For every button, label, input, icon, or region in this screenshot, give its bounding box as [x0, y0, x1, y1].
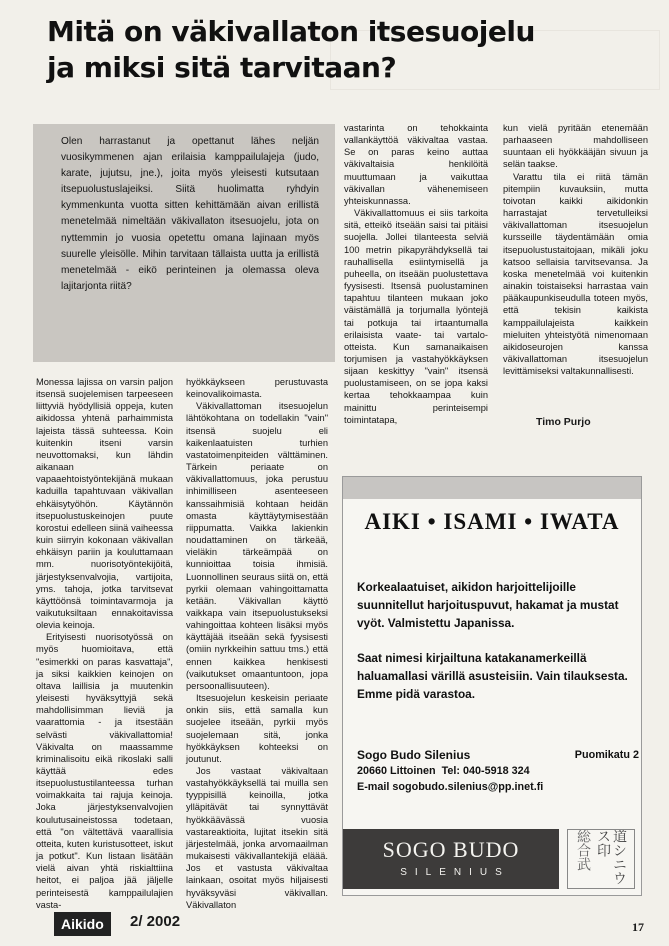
advertisement [342, 476, 642, 896]
ad-contact-info [357, 747, 639, 795]
paragraph: Itsesuojelun keskeisin periaate onkin siis, että samalla kun suojelee itseään, pyrkii myös suojelemaan sitä, jonka hyökkäyksen kohteeksi on joutunut. [186, 693, 328, 764]
ad-company-name: Sogo Budo Silenius [357, 748, 471, 762]
author-name: Timo Purjo [536, 416, 591, 428]
paragraph: kun vielä pyritään etenemään parhaaseen mahdolliseen suuntaan eli hyökkääjän sivuun ja selän taakse. [503, 123, 648, 170]
paragraph: hyökkäykseen perustuvasta keinovalikoimasta. [186, 377, 328, 400]
japanese-seal [567, 829, 635, 889]
text-column-3 [344, 122, 488, 447]
ad-embroidery-text: Saat nimesi kirjailtuna katakanamerkeillä haluamallasi värillä asusteisiin. Vain tilauksesta. Emme pidä varastoa. [357, 651, 628, 701]
text-column-4 [503, 122, 648, 442]
magazine-name: Aikido [54, 912, 111, 936]
paragraph: vastarinta on tehokkainta vallankäyttöä väkivaltaa vastaa. Se on paras keino auttaa väkivaltaisia henkilöitä muuttumaan ja vaikuttaa väkivallan vähenemiseen yhteiskunnassa. [344, 123, 488, 206]
paragraph: Jos vastaat väkivaltaan vastahyökkäyksellä tai muilla sen tyyppisillä keinoilla, jotka ylläpitävät tai synnyttävät hyökkäävässä vuosia vastareaktioita, lujitat itsekin sitä järjestelmää, jonka arvomaailman mukaisesti väkivallantekijä eläää. Jos et vastusta väkivaltaa lainkaan, osoitat myös hiljaisesti hyväksyväsi väkivallan. Väkivallaton [186, 766, 328, 910]
paragraph: Varattu tila ei riitä tämän pitempiin kuvauksiin, mutta toivotan kaikki aikidonkin harrastajat tervetulleiksi väkivallattoman itsesuojelun kursseille täydentämään omia itsepuolustustaitojaan, mikäli joku katsoo sellaisia tarvitsevansa. Ja koska menetelmää voi kuitenkin ainakin toistaiseksi harrastaa vain pääkaupunkiseudulla toteen myös, että tekisin kaikista kamppailulajeista kaikkein mieluiten yhteistyötä nimenomaan aikidoseurojen kanssa väkivallattoman itsesuojelun levittämiseksi valtakunnallisesti. [503, 171, 648, 377]
intro-text: Olen harrastanut ja opettanut lähes neljän vuosikymmenen ajan erilaisia kamppailulajeja (judo, karate, jujutsu, jne.), joita myös yleisesti kutsutaan itsepuolustuslajeiksi. Siitä huolimatta ryhdyin kymmenkunta vuotta sitten kehittämään aivan erillistä menetelmää nimeltään väkivallaton itsesuojelu, jota on nyttemmin jo vuosia opetettu omana lajinaan myös suurelle yleisölle. Mihin tarvitaan tällaista uutta ja erillistä menetelmää - eikö perinteinen ja olemassa oleva lajitarjonta riitä? [61, 136, 319, 292]
ad-email: E-mail sogobudo.silenius@pp.inet.fi [357, 781, 544, 793]
logo-sub-text: SILENIUS [400, 867, 510, 878]
logo-main-text: SOGO BUDO [382, 837, 520, 862]
seal-text-left: 道シニウス印 [595, 829, 627, 885]
ad-product-text: Korkealaatuiset, aikidon harjoittelijoille suunnitellut harjoituspuvut, hakamat ja mustat vyöt. Valmistettu Japanissa. [357, 580, 619, 630]
ad-street: Puomikatu 2 [574, 749, 639, 761]
paragraph: Monessa lajissa on varsin paljon itsensä suojelemisen tarpeeseen liittyviä hyödyllisiä oppeja, kuten aikidossa yhtenä parhaimmista lajeista tässä suhteessa. Koin kuitenkin itseni varsin neuvottomaksi, kun lähdin aikanaan vapaaehtoistyöntekijänä mukaan kaduilla tapahtuvaan väkivallan ehkäisytyöhön. Käytännön itsepuolustuskeinojen puute korostui edelleen siinä vaiheessa kuin siirryin kokonaan väkivallan ehkäisyn pariin ja kouluttamaan mm. nuorisotyöntekijöitä, järjestyksenvalvojia, vartijoita, yms. tahoja, jotka tarvitsevat käyttöönsä toimintavarmoja ja vaikutuksiltaan ennakoitavissa olevia keinoja. [36, 377, 173, 631]
ad-top-bar [343, 477, 641, 499]
article-title [47, 14, 647, 86]
paragraph: Väkivallattoman itsesuojelun lähtökohtana on todellakin "vain" itsensä suojelu eli kaikenlaatuisten turhien vastatoimenpiteiden välttäminen. Tärkein periaate on väkivallattomuus, joka perustuu inhimilliseen asenteeseen kanssaihmisiä kohtaan heidän omasta käyttäytymisestään riippumatta. Vaikka lakienkin noudattaminen on tärkeää, vieläkin tärkeämpää on kunnioittaa toisia ihmisiä. Luonnollinen seuraus siitä on, että pyrkii olemaan vahingoittamatta ketään. Väkivallan käyttö vaikkapa vain itsepuolustukseksi vahingoittaa kohteen lisäksi myös käyttäjää itseään sekä fyysisesti (omiin nyrkkeihin sattuu tms.) että ennen kaikkea henkisesti (vaikutukset omaantuntoon, jopa persoonallisuuteen). [186, 401, 328, 691]
sogo-budo-logo [343, 829, 559, 889]
title-line-2: ja miksi sitä tarvitaan? [47, 51, 397, 84]
title-line-1: Mitä on väkivallaton itsesuojelu [47, 15, 535, 48]
text-column-2 [186, 376, 328, 910]
paragraph: Erityisesti nuorisotyössä on myös huomioitava, että "esimerkki on paras kasvattaja", ja siksi kaikkien keinojen on oltava laillisia ja muutenkin yleisesti hyväksyttyjä sekä mahdollisimman lieviä ja vaarattomia - ja itsestään selvästi väkivallattomia! Väkivalta on maassamme kriminalisoitu eikä rikoslaki salli käyttää edes itsepuolustustilanteessa turhan voimakkaita tai rajuja keinoja. Joka järjestyksenvalvojien koulutusaineistossa todetaan, että "on vältettävä vaarallisia otteita, kuten kuristusotteet, iskut ja potkut". Kun listaan lisätään vielä aivan yhtä riskialttiina heitot, ei paljoa jää jäljelle perinteisestä kamppailulajien vasta- [36, 632, 173, 910]
issue-number: 2/ 2002 [130, 913, 181, 930]
intro-box [33, 124, 335, 362]
text-column-1 [36, 376, 173, 910]
paragraph: Väkivallattomuus ei siis tarkoita sitä, etteikö itseään saisi tai pitäisi suojella. Jollei tilanteesta selviä 100 metrin pikapyrähdyksellä tai rauhallisella esiintymisellä ja puheella, on itseään puolustettava fyysisesti. Itsensä puolustaminen tapahtuu tilanteen mukaan joko väistämällä ja torjumalla lyöntejä tai potkuja tai irtaantumalla erilaisista vaate- tai vartalo-otteista. Kun samanaikaisen torjumisen ja vastahyökkäyksen sijaan keskittyy "vain" itsensä puolustamiseen, on se jopa kaksi kertaa tehokkaampaa kuin mainittu perinteisempi toimintatapa, [344, 208, 488, 425]
page-number: 17 [632, 920, 644, 934]
ad-postal: 20660 Littoinen [357, 765, 436, 777]
ad-phone: Tel: 040-5918 324 [441, 765, 530, 777]
seal-text-right: 総合武 [575, 829, 591, 871]
ad-brand-heading: AIKI • ISAMI • IWATA [364, 509, 620, 534]
